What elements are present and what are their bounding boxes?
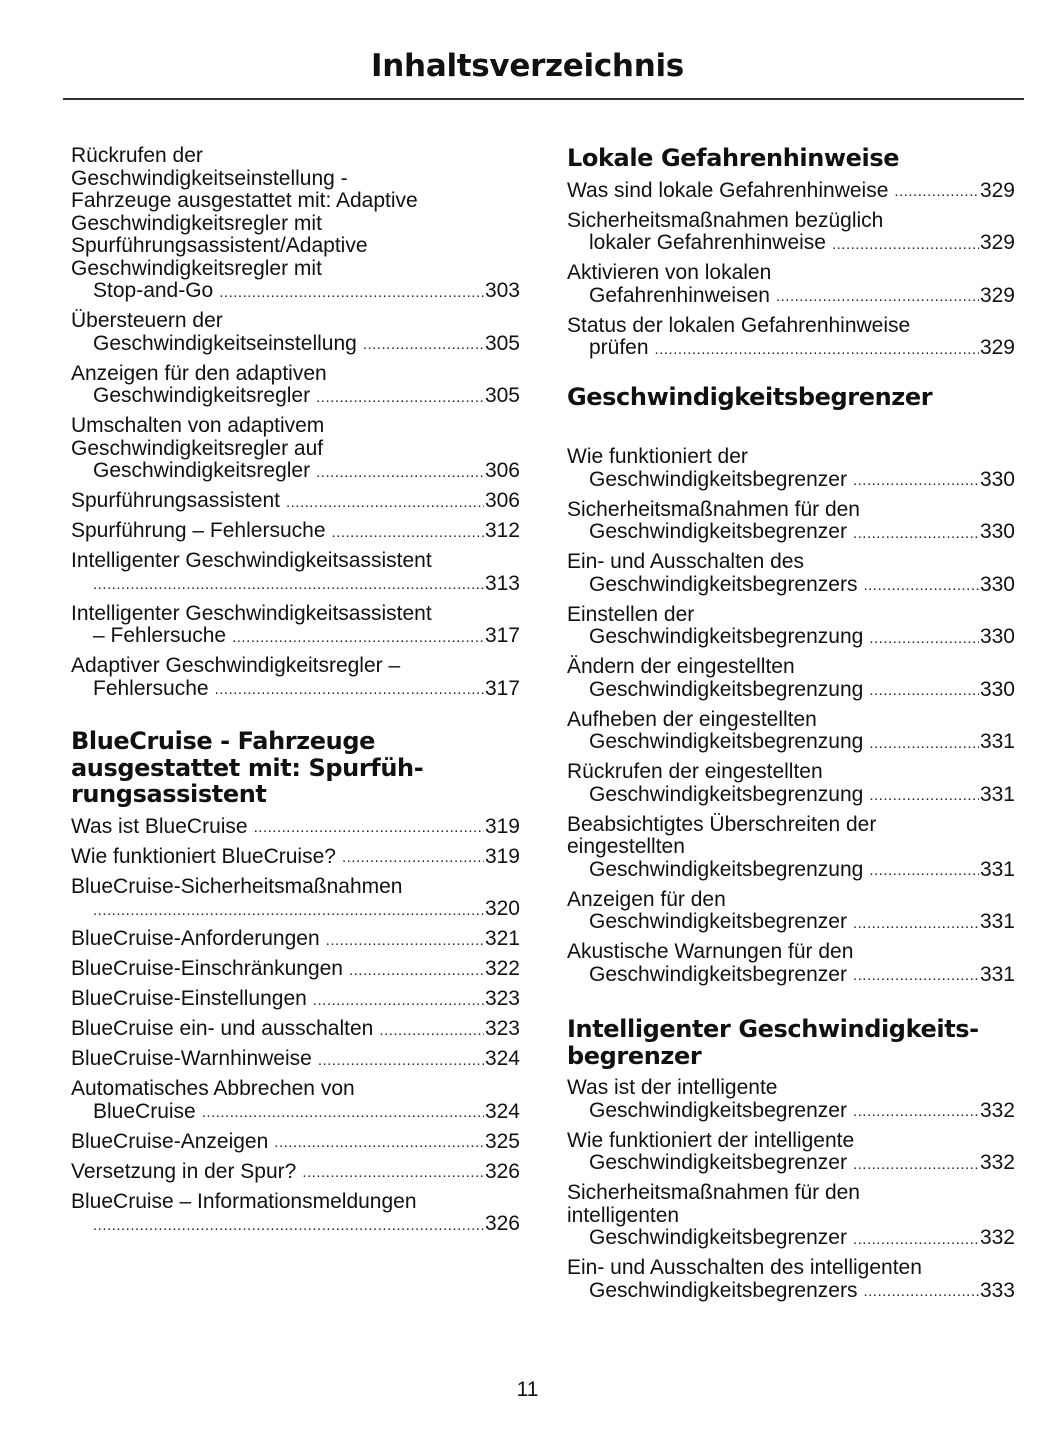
toc-entry-page-number: 305: [484, 331, 520, 355]
page-title: Inhaltsverzeichnis: [371, 48, 684, 84]
section-heading-line: Lokale Gefahrenhinweise: [567, 144, 900, 172]
toc-entry-page-number: 325: [484, 1129, 520, 1153]
toc-entry[interactable]: [71, 1078, 520, 1123]
dot-leader: [832, 235, 979, 255]
toc-entry-title-line: lokaler Gefahrenhinweise: [589, 231, 826, 254]
toc-entry-title-line: Intelligenter Geschwindigkeitsassistent: [71, 601, 432, 625]
dot-leader: [316, 388, 484, 408]
toc-entry-title-line: BlueCruise-Anzeigen: [71, 1129, 269, 1153]
toc-entry-last-line: [567, 574, 1015, 597]
dot-leader: [776, 287, 979, 307]
toc-entry-title-line: Geschwindigkeitseinstellung: [93, 331, 357, 355]
dot-leader: [853, 914, 979, 934]
dot-leader: [853, 471, 979, 491]
toc-entry[interactable]: [567, 761, 1015, 806]
toc-entry-title-line: Geschwindigkeitsregler: [93, 459, 311, 482]
toc-entry[interactable]: [567, 1130, 1015, 1175]
toc-entry-title-line: Intelligenter Geschwindigkeitsassistent: [71, 549, 432, 572]
toc-entry-page-number: 330: [979, 572, 1015, 596]
toc-entry-page-number: 330: [979, 625, 1015, 648]
toc-entry-title-line: Sicherheitsmaßnahmen für den: [567, 1181, 860, 1204]
title-divider: [63, 98, 1024, 100]
toc-entry-last-line: [567, 911, 1015, 934]
toc-entry-title-line: Geschwindigkeitsbegrenzung: [589, 677, 864, 701]
toc-entry-title-line: Geschwindigkeitsbegrenzer: [589, 1226, 847, 1249]
toc-entry-last-line: [71, 1131, 520, 1154]
toc-entry[interactable]: [567, 1182, 1015, 1250]
toc-entry[interactable]: [71, 1018, 520, 1041]
toc-entry-title-line: Wie funktioniert BlueCruise?: [71, 844, 336, 868]
dot-leader: [326, 931, 484, 951]
toc-entry-last-line: [567, 679, 1015, 702]
toc-entry[interactable]: [567, 1077, 1015, 1122]
toc-entry-title-line: prüfen: [589, 336, 649, 359]
toc-entry[interactable]: [71, 603, 520, 648]
dot-leader: [853, 1155, 979, 1175]
toc-entry-page-number: 332: [979, 1226, 1015, 1249]
dot-leader: [869, 681, 979, 701]
toc-entry-last-line: [71, 625, 520, 648]
toc-entry[interactable]: [567, 315, 1015, 360]
toc-entry[interactable]: [567, 499, 1015, 544]
section-heading-intelligenter-geschwindigkeitsbegrenzer: [567, 1016, 1015, 1069]
toc-entry-page-number: 319: [484, 814, 520, 838]
dot-leader: [215, 680, 484, 700]
toc-entry-title-line: Spurführung – Fehlersuche: [71, 519, 326, 542]
dot-leader: [93, 1216, 484, 1236]
toc-entry-last-line: [71, 280, 520, 303]
toc-entry-title-line: Geschwindigkeitsregler mit: [71, 211, 322, 235]
toc-entry[interactable]: [71, 1191, 520, 1236]
toc-entry-title-line: Geschwindigkeitsbegrenzung: [589, 782, 864, 806]
toc-entry-last-line: [567, 964, 1015, 987]
toc-entry[interactable]: [71, 415, 520, 483]
toc-entry-page-number: 330: [979, 467, 1015, 491]
dot-leader: [853, 1230, 979, 1250]
toc-entry-title-line: Versetzung in der Spur?: [71, 1159, 297, 1183]
toc-entry-title-line: Stop-and-Go: [93, 279, 214, 302]
toc-entry-title-line: Geschwindigkeitsbegrenzers: [589, 572, 858, 596]
page-number: 11: [516, 1378, 539, 1401]
toc-entry-page-number: 323: [484, 1017, 520, 1040]
toc-entry-page-number: 321: [484, 927, 520, 950]
toc-entry-page-number: 303: [484, 279, 520, 302]
dot-leader: [863, 1282, 978, 1302]
toc-entry-title-line: Ein- und Ausschalten des intelligenten: [567, 1256, 922, 1279]
toc-entry-page-number: 317: [484, 624, 520, 647]
dot-leader: [894, 182, 979, 202]
toc-entry[interactable]: [567, 551, 1015, 596]
toc-entry-last-line: [71, 928, 520, 951]
toc-entry-page-number: 331: [979, 962, 1015, 986]
toc-entry-last-line: [71, 898, 520, 921]
dot-leader: [853, 1102, 979, 1122]
toc-entry-title-line: Geschwindigkeitsbegrenzer: [589, 520, 847, 543]
toc-entry-page-number: 329: [979, 178, 1015, 202]
section-heading-line: Geschwindigkeitsbegrenzer: [567, 382, 933, 411]
toc-entry-title-line: Gefahrenhinweisen: [589, 283, 770, 307]
toc-entry[interactable]: [567, 446, 1015, 491]
toc-entry-page-number: 330: [979, 520, 1015, 543]
dot-leader: [869, 734, 979, 754]
toc-entry-title-line: Übersteuern der: [71, 309, 223, 332]
toc-entry-page-number: 322: [484, 957, 520, 980]
dot-leader: [318, 1051, 484, 1071]
toc-entry-title-line: BlueCruise: [93, 1099, 196, 1123]
toc-entry-page-number: 331: [979, 730, 1015, 753]
toc-entry-last-line: [567, 232, 1015, 255]
toc-entry-last-line: [567, 521, 1015, 544]
toc-entry-title-line: Wie funktioniert der: [567, 445, 748, 468]
toc-entry[interactable]: [71, 1161, 520, 1184]
toc-entry[interactable]: [567, 941, 1015, 986]
toc-entry-page-number: 317: [484, 676, 520, 700]
toc-entry-page-number: 324: [484, 1047, 520, 1070]
toc-entry-last-line: [567, 180, 1015, 203]
toc-entry-title-line: Wie funktioniert der intelligente: [567, 1128, 855, 1152]
toc-entry-title-line: Geschwindigkeitsregler mit: [71, 256, 322, 280]
dot-leader: [316, 463, 484, 483]
toc-entry-last-line: [71, 846, 520, 869]
toc-entry[interactable]: [567, 604, 1015, 649]
toc-entry-last-line: [71, 490, 520, 513]
toc-entry-title-line: Geschwindigkeitsbegrenzer: [589, 962, 847, 986]
dot-leader: [379, 1021, 484, 1041]
toc-entry[interactable]: [567, 1257, 1015, 1302]
toc-entry[interactable]: [71, 816, 520, 839]
toc-entry-page-number: 332: [979, 1098, 1015, 1122]
toc-column-right: [567, 145, 1015, 1310]
toc-entry-title-line: Ein- und Ausschalten des: [567, 550, 804, 573]
toc-entry-title-line: BlueCruise-Sicherheitsmaßnahmen: [71, 874, 403, 898]
toc-entry-title-line: BlueCruise-Einstellungen: [71, 987, 307, 1010]
section-heading-lokale-gefahrenhinweise: [567, 145, 1015, 172]
toc-entry-title-line: Geschwindigkeitsbegrenzung: [589, 730, 864, 753]
toc-entry-title-line: Anzeigen für den adaptiven: [71, 361, 327, 385]
toc-entry-list: [567, 446, 1015, 986]
section-heading-line: rungsassistent: [71, 780, 267, 808]
toc-entry-page-number: 312: [484, 519, 520, 542]
toc-entry-title-line: BlueCruise-Anforderungen: [71, 927, 320, 950]
toc-entry-title-line: Beabsichtigtes Überschreiten der: [567, 812, 877, 836]
dot-leader: [863, 576, 978, 596]
toc-entry-title-line: Rückrufen der: [71, 144, 203, 167]
toc-entry-page-number: 323: [484, 987, 520, 1010]
section-heading-line: BlueCruise - Fahrzeuge: [71, 727, 375, 755]
dot-leader: [219, 283, 484, 303]
toc-entry[interactable]: [71, 310, 520, 355]
section-heading-line: begrenzer: [567, 1041, 702, 1070]
toc-entry-list: [71, 145, 520, 700]
dot-leader: [869, 861, 979, 881]
toc-entry[interactable]: [567, 262, 1015, 307]
toc-entry[interactable]: [71, 490, 520, 513]
toc-entry-last-line: [71, 1213, 520, 1236]
toc-entry-title-line: Geschwindigkeitsbegrenzung: [589, 625, 864, 648]
toc-entry-title-line: Geschwindigkeitsbegrenzer: [589, 467, 847, 491]
dot-leader: [274, 1133, 484, 1153]
toc-entry[interactable]: [567, 210, 1015, 255]
toc-entry-last-line: [71, 988, 520, 1011]
toc-entry-last-line: [71, 1101, 520, 1124]
toc-entry-list: [567, 180, 1015, 360]
toc-entry-last-line: [567, 859, 1015, 882]
toc-entry-title-line: BlueCruise-Warnhinweise: [71, 1047, 312, 1070]
toc-entry-title-line: Status der lokalen Gefahrenhinweise: [567, 313, 911, 337]
dot-leader: [655, 340, 979, 360]
toc-entry-page-number: 326: [484, 1212, 520, 1235]
dot-leader: [853, 524, 979, 544]
toc-entry[interactable]: [567, 656, 1015, 701]
toc-entry-title-line: Was ist der intelligente: [567, 1076, 778, 1099]
toc-entry[interactable]: [71, 520, 520, 543]
toc-entry-page-number: 306: [484, 489, 520, 512]
toc-entry-title-line: BlueCruise ein- und ausschalten: [71, 1017, 374, 1040]
section-heading-bluecruise: [71, 728, 520, 808]
toc-entry-last-line: [71, 958, 520, 981]
toc-entry[interactable]: [71, 846, 520, 869]
toc-entry-title-line: Geschwindigkeitsbegrenzer: [589, 1151, 847, 1174]
toc-entry-page-number: 331: [979, 910, 1015, 933]
toc-entry-page-number: 324: [484, 1099, 520, 1123]
toc-entry[interactable]: [567, 709, 1015, 754]
toc-entry-page-number: 319: [484, 844, 520, 868]
toc-entry-last-line: [71, 1018, 520, 1041]
toc-entry-page-number: 329: [979, 336, 1015, 359]
toc-column-left: [71, 145, 520, 1243]
toc-entry-last-line: [71, 816, 520, 839]
toc-entry[interactable]: [71, 655, 520, 700]
toc-entry-page-number: 330: [979, 677, 1015, 701]
toc-entry-last-line: [71, 460, 520, 483]
dot-leader: [869, 629, 979, 649]
toc-entry[interactable]: [71, 958, 520, 981]
toc-entry-last-line: [71, 520, 520, 543]
toc-entry-last-line: [567, 1152, 1015, 1175]
toc-entry-title-line: Spurführungsassistent/Adaptive: [71, 234, 368, 257]
toc-entry-list: [567, 1077, 1015, 1302]
toc-entry-title-line: Was ist BlueCruise: [71, 814, 248, 838]
toc-entry-page-number: 320: [484, 897, 520, 920]
dot-leader: [869, 786, 979, 806]
toc-entry-page-number: 331: [979, 857, 1015, 881]
toc-entry-title-line: Adaptiver Geschwindigkeitsregler –: [71, 654, 401, 677]
toc-entry-last-line: [71, 573, 520, 596]
dot-leader: [853, 966, 979, 986]
toc-entry-title-line: Rückrufen der eingestellten: [567, 760, 823, 783]
toc-entry-page-number: 329: [979, 231, 1015, 254]
toc-entry-last-line: [567, 1280, 1015, 1303]
toc-entry-title-line: Umschalten von adaptivem: [71, 414, 325, 437]
toc-entry-title-line: Spurführungsassistent: [71, 489, 280, 512]
toc-entry[interactable]: [71, 988, 520, 1011]
toc-entry[interactable]: [71, 1131, 520, 1154]
toc-entry-title-line: Einstellen der: [567, 602, 695, 626]
toc-entry-last-line: [71, 678, 520, 701]
dot-leader: [93, 575, 484, 595]
toc-entry[interactable]: [71, 550, 520, 595]
toc-entry[interactable]: [71, 1048, 520, 1071]
toc-entry-page-number: 326: [484, 1159, 520, 1183]
toc-entry-page-number: 332: [979, 1151, 1015, 1174]
toc-entry-last-line: [567, 469, 1015, 492]
toc-entry-last-line: [71, 385, 520, 408]
dot-leader: [93, 901, 484, 921]
toc-entry-title-line: Ändern der eingestellten: [567, 655, 795, 678]
toc-entry-title-line: Sicherheitsmaßnahmen für den: [567, 497, 860, 521]
toc-entry[interactable]: [567, 814, 1015, 882]
toc-entry-title-line: Geschwindigkeitsbegrenzer: [589, 1098, 847, 1122]
toc-entry-last-line: [567, 337, 1015, 360]
toc-entry-list: [71, 816, 520, 1236]
toc-entry-title-line: eingestellten: [567, 835, 685, 858]
toc-entry-page-number: 313: [484, 571, 520, 595]
toc-entry-title-line: Fahrzeuge ausgestattet mit: Adaptive: [71, 189, 418, 212]
toc-entry-title-line: Was sind lokale Gefahrenhinweise: [567, 178, 889, 202]
toc-entry-title-line: Anzeigen für den: [567, 887, 726, 911]
dot-leader: [363, 335, 484, 355]
section-heading-geschwindigkeitsbegrenzer: [567, 384, 1015, 411]
toc-entry-last-line: [567, 1100, 1015, 1123]
toc-entry[interactable]: [567, 180, 1015, 203]
toc-entry[interactable]: [71, 145, 520, 303]
toc-entry-title-line: BlueCruise – Informationsmeldungen: [71, 1189, 417, 1213]
toc-entry-title-line: Aufheben der eingestellten: [567, 707, 817, 731]
toc-entry-title-line: Automatisches Abbrechen von: [71, 1077, 355, 1100]
toc-entry-title-line: Sicherheitsmaßnahmen bezüglich: [567, 208, 884, 232]
toc-entry-title-line: Geschwindigkeitsbegrenzung: [589, 857, 864, 881]
toc-entry-title-line: – Fehlersuche: [93, 624, 227, 647]
toc-entry-page-number: 306: [484, 459, 520, 482]
dot-leader: [232, 628, 484, 648]
section-heading-line: ausgestattet mit: Spurfüh-: [71, 753, 424, 782]
toc-entry-last-line: [567, 1227, 1015, 1250]
dot-leader: [286, 493, 484, 513]
toc-entry-last-line: [567, 731, 1015, 754]
toc-entry-last-line: [567, 626, 1015, 649]
dot-leader: [202, 1103, 484, 1123]
toc-entry-page-number: 331: [979, 782, 1015, 806]
toc-entry-title-line: Geschwindigkeitsbegrenzer: [589, 910, 847, 933]
toc-entry-last-line: [71, 333, 520, 356]
toc-entry-title-line: intelligenten: [567, 1203, 680, 1227]
toc-entry-last-line: [567, 285, 1015, 308]
dot-leader: [332, 523, 484, 543]
toc-entry-page-number: 333: [979, 1278, 1015, 1302]
toc-entry-last-line: [567, 784, 1015, 807]
toc-entry-title-line: BlueCruise-Einschränkungen: [71, 957, 343, 980]
section-heading-line: Intelligenter Geschwindigkeits-: [567, 1015, 979, 1043]
toc-entry[interactable]: [71, 928, 520, 951]
toc-entry-title-line: Geschwindigkeitseinstellung -: [71, 166, 348, 190]
toc-entry-page-number: 329: [979, 283, 1015, 307]
toc-entry-title-line: Aktivieren von lokalen: [567, 261, 772, 284]
dot-leader: [254, 818, 484, 838]
toc-entry-last-line: [71, 1161, 520, 1184]
toc-entry-title-line: Geschwindigkeitsregler auf: [71, 436, 324, 460]
toc-entry[interactable]: [71, 876, 520, 921]
dot-leader: [342, 848, 484, 868]
toc-entry-title-line: Geschwindigkeitsbegrenzers: [589, 1278, 858, 1302]
toc-entry-title-line: Fehlersuche: [93, 676, 209, 700]
dot-leader: [349, 961, 484, 981]
toc-entry-page-number: 305: [484, 384, 520, 407]
toc-entry-last-line: [71, 1048, 520, 1071]
dot-leader: [302, 1163, 484, 1183]
toc-entry-title-line: Akustische Warnungen für den: [567, 940, 854, 963]
toc-entry[interactable]: [567, 889, 1015, 934]
toc-entry[interactable]: [71, 363, 520, 408]
dot-leader: [313, 991, 484, 1011]
toc-entry-title-line: Geschwindigkeitsregler: [93, 384, 311, 407]
